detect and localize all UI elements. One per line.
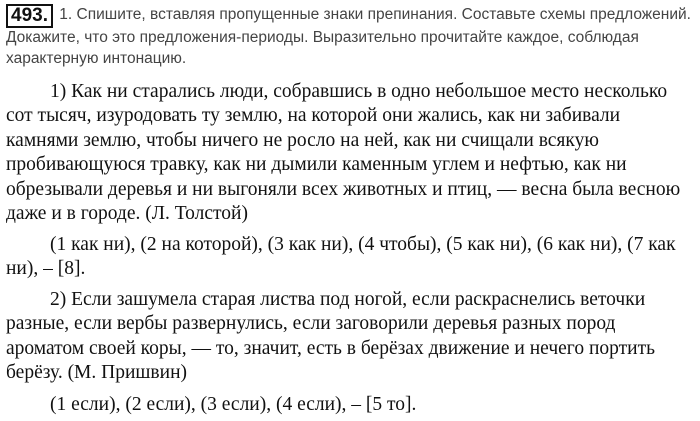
example-2-text: 2) Если зашумела старая листва под ногой, если раскраснелись веточки разные, если вербы развернулись, если заговорили деревья разных пород ароматом своей коры, — то, значит, есть в берёзах движение и нечего портить берёзу. (М. Пришвин) bbox=[6, 289, 655, 384]
task-header bbox=[6, 4, 694, 69]
task-instruction: 1. Спишите, вставляя пропущенные знаки препинания. Составьте схемы предложений. Докажите, что это предложения-периоды. Выразительно прочитайте каждое, соблюдая характерную интонацию. bbox=[6, 6, 691, 67]
example-2-scheme bbox=[6, 393, 694, 417]
example-1-text: 1) Как ни старались люди, собравшись в одно небольшое место несколько сот тысяч, изуродовать ту землю, на которой они жались, как ни забивали камнями землю, чтобы ничего не росло на ней, как ни счищали всякую пробивающуюся травку, как ни дымили каменным углем и нефтью, как ни обрезывали деревья и ни выгоняли всех животных и птиц, — весна была весною даже и в городе. (Л. Толстой) bbox=[6, 81, 681, 225]
example-1-scheme bbox=[6, 233, 694, 282]
example-2 bbox=[6, 288, 694, 386]
example-1 bbox=[6, 80, 694, 226]
example-2-scheme-text: (1 если), (2 если), (3 если), (4 если), – [5 то]. bbox=[50, 394, 417, 415]
example-1-scheme-text: (1 как ни), (2 на которой), (3 как ни), (4 чтобы), (5 как ни), (6 как ни), (7 как ни), – [8]. bbox=[6, 234, 676, 280]
task-number-box: 493. bbox=[6, 4, 53, 28]
